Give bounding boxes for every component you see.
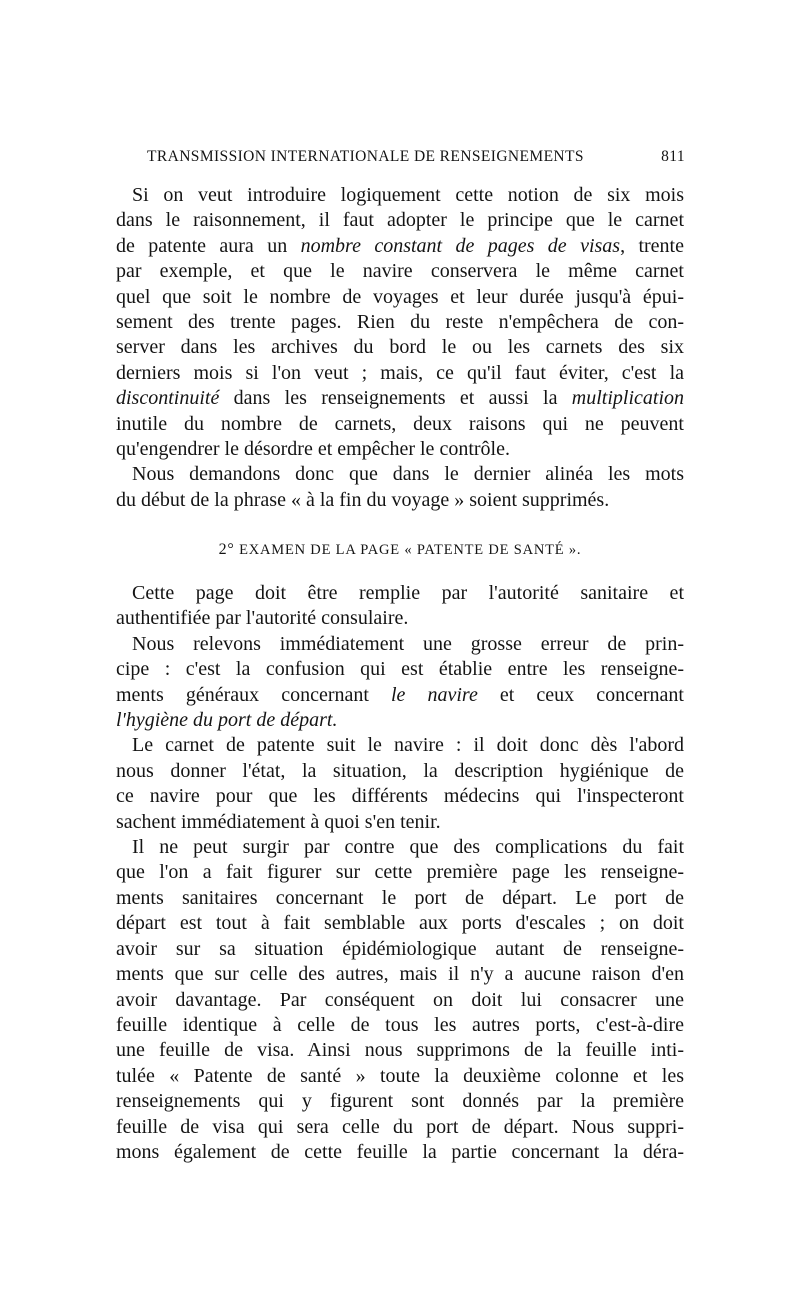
text-line	[116, 988, 684, 1013]
text-run: feuille de visa qui sera celle du port de départ. Nous suppri-	[116, 1115, 684, 1138]
text-run: ments que sur celle des autres, mais il n'y a aucune raison d'en	[116, 963, 684, 986]
text-run: Il ne peut surgir par contre que des complications du fait	[132, 836, 684, 859]
text-run: du début de la phrase « à la fin du voyage » soient supprimés.	[116, 488, 610, 511]
italic-phrase: multiplication	[571, 387, 684, 410]
text-line	[116, 310, 684, 335]
text-line	[116, 683, 684, 708]
text-run: sement des trente pages. Rien du reste n'empêchera de con-	[116, 311, 684, 334]
text-line	[116, 733, 684, 758]
text-line	[116, 937, 684, 962]
italic-phrase: nombre constant de pages de visas	[300, 234, 621, 257]
text-run: qu'engendrer le désordre et empêcher le contrôle.	[116, 438, 510, 461]
text-line	[116, 462, 684, 487]
text-line	[116, 835, 684, 860]
paragraphs-top	[116, 183, 684, 513]
text-run: départ est tout à fait semblable aux ports d'escales ; on doit	[116, 912, 684, 935]
text-line	[116, 860, 684, 885]
text-line	[116, 1115, 684, 1140]
text-line	[116, 437, 684, 462]
text-line	[116, 759, 684, 784]
text-run: , trente	[620, 234, 684, 257]
text-line	[116, 810, 684, 835]
text-run: de patente aura un	[116, 234, 301, 257]
text-run: Nous relevons immédiatement une grosse erreur de prin-	[132, 632, 684, 655]
text-line	[116, 632, 684, 657]
text-line	[116, 708, 684, 733]
text-run: ce navire pour que les différents médecins qui l'inspecteront	[116, 785, 684, 808]
text-run: et ceux concernant	[477, 683, 684, 706]
text-line	[116, 1013, 684, 1038]
text-run: authentifiée par l'autorité consulaire.	[116, 607, 409, 630]
text-run: avoir sur sa situation épidémiologique autant de renseigne-	[116, 937, 684, 960]
text-run: que l'on a fait figurer sur cette première page les renseigne-	[116, 861, 684, 884]
text-line	[116, 183, 684, 208]
text-line	[116, 1140, 684, 1165]
text-run: ments généraux concernant	[116, 683, 391, 706]
text-run: par exemple, et que le navire conservera le même carnet	[116, 260, 684, 283]
text-run: Le carnet de patente suit le navire : il doit donc dès l'abord	[132, 734, 684, 757]
page-number: 811	[661, 148, 685, 165]
text-line	[116, 784, 684, 809]
text-run: inutile du nombre de carnets, deux raisons qui ne peuvent	[116, 412, 684, 435]
text-run: une feuille de visa. Ainsi nous supprimons de la feuille inti-	[116, 1039, 684, 1062]
text-line	[116, 657, 684, 682]
text-run: Si on veut introduire logiquement cette notion de six mois	[132, 184, 684, 206]
text-line	[116, 208, 684, 233]
text-run: dans le raisonnement, il faut adopter le principe que le carnet	[116, 209, 684, 232]
text-line	[116, 361, 684, 386]
text-run: cipe : c'est la confusion qui est établie entre les renseigne-	[116, 658, 684, 681]
text-line	[116, 412, 684, 437]
section-number: 2°	[218, 541, 235, 558]
text-line	[116, 1064, 684, 1089]
text-run: sachent immédiatement à quoi s'en tenir.	[116, 810, 441, 833]
text-run: derniers mois si l'on veut ; mais, ce qu'il faut éviter, c'est la	[116, 361, 684, 384]
text-run: nous donner l'état, la situation, la description hygiénique de	[116, 759, 684, 782]
paragraphs-bottom	[116, 581, 684, 1165]
text-line	[116, 962, 684, 987]
text-line	[116, 386, 684, 411]
text-run: server dans les archives du bord le ou les carnets des six	[116, 336, 684, 359]
text-run: ments sanitaires concernant le port de départ. Le port de	[116, 886, 684, 909]
text-line	[116, 1089, 684, 1114]
text-run: avoir davantage. Par conséquent on doit lui consacrer une	[116, 988, 684, 1011]
italic-phrase: l'hygiène du port de départ.	[116, 709, 338, 732]
text-run: Cette page doit être remplie par l'autorité sanitaire et	[132, 582, 684, 604]
text-line	[116, 488, 684, 513]
running-title: TRANSMISSION INTERNATIONALE DE RENSEIGNEMENTS	[147, 148, 584, 165]
text-line	[116, 285, 684, 310]
section-heading	[0, 541, 800, 559]
italic-phrase: discontinuité	[116, 387, 220, 410]
text-run: quel que soit le nombre de voyages et leur durée jusqu'à épui-	[116, 285, 684, 308]
text-line	[116, 234, 684, 259]
text-run: tulée « Patente de santé » toute la deuxième colonne et les	[116, 1064, 684, 1087]
text-run: Nous demandons donc que dans le dernier alinéa les mots	[132, 463, 684, 486]
italic-phrase: le navire	[391, 683, 478, 706]
text-line	[116, 259, 684, 284]
text-run: feuille identique à celle de tous les autres ports, c'est-à-dire	[116, 1013, 684, 1036]
text-run: renseignements qui y figurent sont donnés par la première	[116, 1090, 684, 1113]
text-line	[116, 581, 684, 606]
text-run: dans les renseignements et aussi la	[219, 387, 572, 410]
text-line	[116, 606, 684, 631]
text-line	[116, 1038, 684, 1063]
text-line	[116, 335, 684, 360]
section-label: EXAMEN DE LA PAGE « PATENTE DE SANTÉ ».	[239, 542, 582, 558]
text-line	[116, 911, 684, 936]
text-run: mons également de cette feuille la partie concernant la déra-	[116, 1140, 684, 1163]
text-line	[116, 886, 684, 911]
